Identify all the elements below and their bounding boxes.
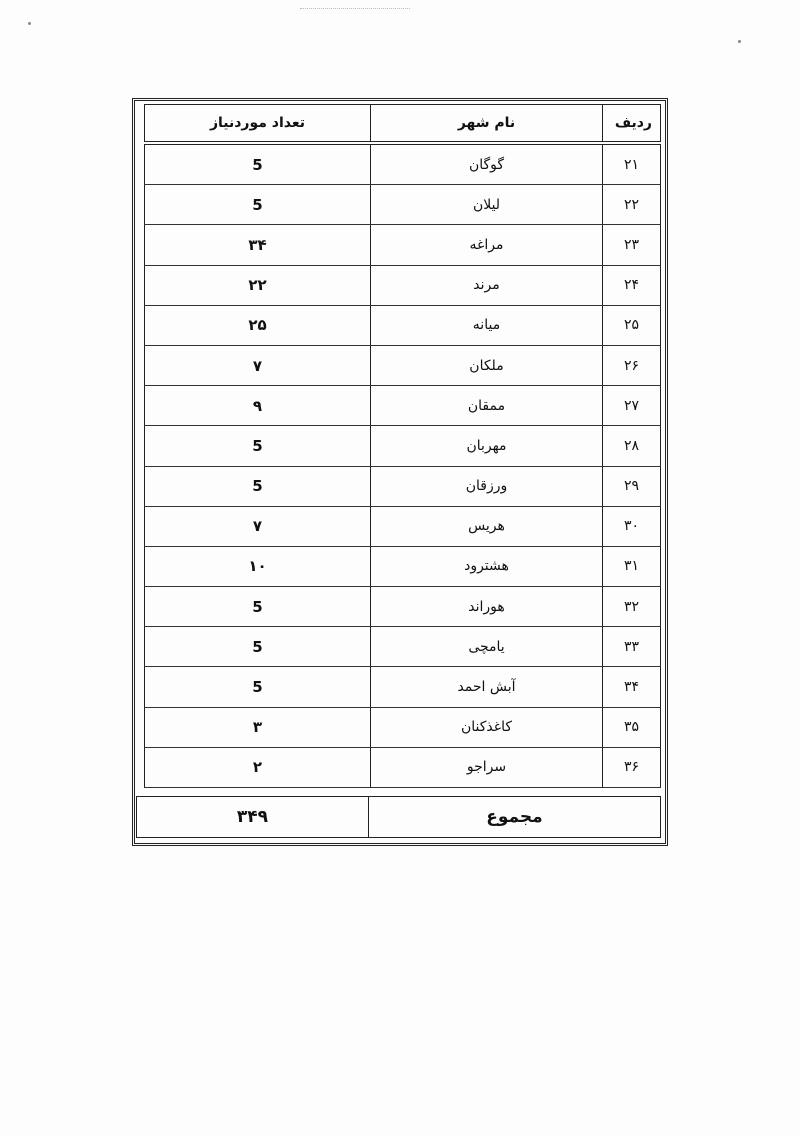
row-number-cell: ۳۰ (603, 506, 661, 546)
row-number-cell: ۲۷ (603, 386, 661, 426)
city-requirements-table (144, 104, 661, 788)
required-count-cell: ۳۴ (145, 225, 371, 265)
scan-speck (28, 22, 31, 25)
header-required-count: تعداد موردنیاز (145, 105, 371, 144)
city-name-cell: مهربان (371, 426, 603, 466)
required-count-cell: 5 (145, 667, 371, 707)
table-row (145, 707, 661, 747)
table-row (145, 305, 661, 345)
city-name-cell: هوراند (371, 587, 603, 627)
table-row (145, 546, 661, 586)
table-body (145, 143, 661, 788)
table-row (145, 667, 661, 707)
total-table (136, 796, 661, 838)
city-name-cell: میانه (371, 305, 603, 345)
city-name-cell: ممقان (371, 386, 603, 426)
required-count-cell: ۲ (145, 747, 371, 787)
row-number-cell: ۲۸ (603, 426, 661, 466)
table-header-row (145, 105, 661, 144)
city-name-cell: یامچی (371, 627, 603, 667)
row-number-cell: ۳۶ (603, 747, 661, 787)
total-row (137, 797, 661, 838)
required-count-cell: 5 (145, 143, 371, 185)
required-count-cell: ۳ (145, 707, 371, 747)
city-name-cell: کاغذکنان (371, 707, 603, 747)
city-name-cell: گوگان (371, 143, 603, 185)
row-number-cell: ۳۳ (603, 627, 661, 667)
table-row (145, 386, 661, 426)
city-name-cell: مرند (371, 265, 603, 305)
city-name-cell: مراغه (371, 225, 603, 265)
table-row (145, 225, 661, 265)
table-row (145, 627, 661, 667)
required-count-cell: 5 (145, 627, 371, 667)
scan-speck (738, 40, 741, 43)
total-label: مجموع (369, 797, 661, 838)
row-number-cell: ۲۴ (603, 265, 661, 305)
table-row (145, 466, 661, 506)
row-number-cell: ۳۵ (603, 707, 661, 747)
row-number-cell: ۳۲ (603, 587, 661, 627)
required-count-cell: ۹ (145, 386, 371, 426)
row-number-cell: ۲۹ (603, 466, 661, 506)
row-number-cell: ۲۶ (603, 345, 661, 385)
table-row (145, 185, 661, 225)
required-count-cell: ۷ (145, 345, 371, 385)
table-row (145, 265, 661, 305)
required-count-cell: 5 (145, 466, 371, 506)
required-count-cell: ۲۲ (145, 265, 371, 305)
row-number-cell: ۲۱ (603, 143, 661, 185)
table-row (145, 506, 661, 546)
city-name-cell: آبش احمد (371, 667, 603, 707)
row-number-cell: ۳۱ (603, 546, 661, 586)
table-row (145, 345, 661, 385)
required-count-cell: ۷ (145, 506, 371, 546)
row-number-cell: ۲۵ (603, 305, 661, 345)
city-name-cell: ورزقان (371, 466, 603, 506)
table-row (145, 587, 661, 627)
row-number-cell: ۲۳ (603, 225, 661, 265)
city-name-cell: هشترود (371, 546, 603, 586)
row-number-cell: ۲۲ (603, 185, 661, 225)
city-name-cell: لیلان (371, 185, 603, 225)
city-name-cell: سراجو (371, 747, 603, 787)
total-value: ۳۴۹ (137, 797, 369, 838)
city-name-cell: ملکان (371, 345, 603, 385)
city-name-cell: هریس (371, 506, 603, 546)
required-count-cell: ۲۵ (145, 305, 371, 345)
required-count-cell: ۱۰ (145, 546, 371, 586)
required-count-cell: 5 (145, 426, 371, 466)
required-count-cell: 5 (145, 185, 371, 225)
table-row (145, 143, 661, 185)
table-row (145, 426, 661, 466)
required-count-cell: 5 (145, 587, 371, 627)
table-row (145, 747, 661, 787)
header-row-number: ردیف (603, 105, 661, 144)
header-city-name: نام شهر (371, 105, 603, 144)
row-number-cell: ۳۴ (603, 667, 661, 707)
scan-artifact (300, 0, 410, 9)
